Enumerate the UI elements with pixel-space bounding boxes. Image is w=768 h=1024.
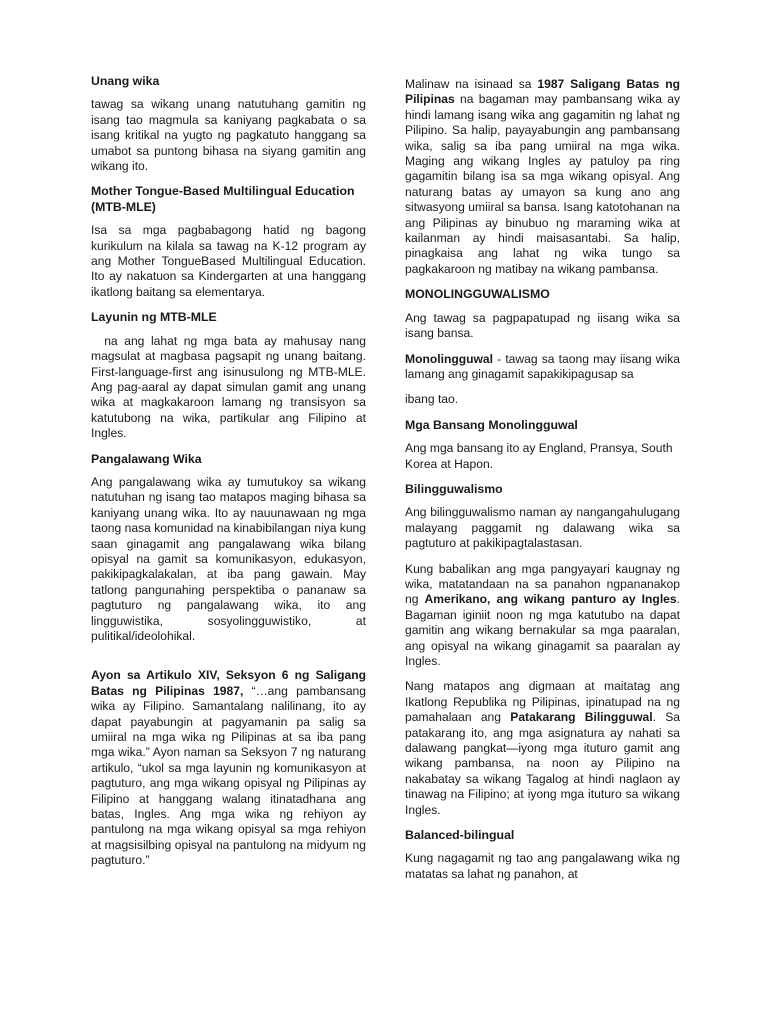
- paragraph-mga-bansa: Ang mga bansang ito ay England, Pransya, South Korea at Hapon.: [405, 441, 673, 471]
- saligang-batas-text-a: Malinaw na isinaad sa: [405, 77, 538, 91]
- patakaran-text-b: . Sa patakarang ito, ang mga asignatura ay nahati sa dalawang pangkat—iyong mga ituturo gamit ang wikang pambansa, na noon ay Pilipino na nakabatay sa wikang Tagalog at hindi naglaon ay tinawag na Filipino; at iyong mga ituturo sa wikang Ingles.: [405, 710, 681, 817]
- monolingguwal-text: - tawag sa taong may iisang wika lamang ang ginagamit sapakikipagusap sa: [405, 351, 680, 381]
- amerikano-text-b: . Bagaman iginiit noon ng mga katutubo na dapat gamitin ang wikang bernakular sa mga paaralan, ang opisyal na wikang ginagamit sa paaralan ay Ingles.: [405, 592, 681, 668]
- heading-monolingguwalismo: MONOLINGGUWALISMO: [405, 287, 550, 302]
- saligang-batas-bold: 1987 Saligang Batas ng Pilipinas: [405, 77, 680, 107]
- paragraph-layunin: na ang lahat ng mga bata ay mahusay nang magsulat at magbasa pagsapit ng unang baitang. First-language-first ang isinusulong ng MTB-MLE. Ang pag-aaral ay dapat simulan gamit ang unang wika at magkakaroon lamang ng transisyon sa katutubong na wika, partikular ang Filipino at Ingles.: [91, 333, 370, 441]
- amerikano-bold: Amerikano, ang wikang panturo ay Ingles: [424, 592, 677, 607]
- paragraph-artikulo-xiv: [91, 668, 366, 868]
- patakaran-text-a: Nang matapos ang digmaan at maitatag ang Ikatlong Republika ng Pilipinas, ipinatupad na ng pamahalaan ang: [405, 679, 680, 725]
- paragraph-bilingguwalismo: Ang bilingguwalismo naman ay nangangahulugang malayang paggamit ng dalawang wika sa pagtuturo at pakikipagtalastasan.: [405, 505, 680, 551]
- paragraph-mtb-mle: Isa sa mga pagbabagong hatid ng bagong kurikulum na kilala sa tawag na K-12 program ay ang Mother TongueBased Multilingual Education. Ito ay nakatuon sa Kindergarten at una hanggang ikatlong baitang sa elementarya.: [91, 223, 366, 299]
- patakaran-bold: Patakarang Bilingguwal: [510, 710, 653, 725]
- heading-pangalawang-wika: Pangalawang Wika: [91, 451, 202, 466]
- paragraph-amerikano: [405, 562, 680, 670]
- paragraph-pangalawang-wika: Ang pangalawang wika ay tumutukoy sa wikang natutuhan ng isang tao matapos maging bihasa sa kaniyang unang wika. Ito ay nauunawaan ng mga taong nasa komunidad na kinabibilangan niya kung saan ginagamit ang pangalawang wika bilang opisyal na gamit sa komunikasyon, edukasyon, pakikipagkalakalan, at iba pang gawain. May tatlong pangunahing perspektiba o pananaw sa pagtuturo ng pangalawang wika, ito ang lingguwistika, sosyolingguwistiko, at pulitikal/ideolohikal.: [91, 474, 367, 643]
- saligang-batas-text-b: na bagaman may pambansang wika ay hindi lamang isang wika ang gagamitin ng lahat ng Pilipino. Sa halip, payayabungin ang pambansang wika, salig sa iba pang umiiral na mga wika. Maging ang wikang Ingles ay patuloy pa ring gagamitin bilang isa sa mga wikang opisyal. Ang naturang batas ay umayon sa kung ano ang sitwasyong umiiral sa bansa. Isang katotohanan na ang Pilipinas ay binubuo ng maraming wika at kailanman ay hindi maisasantabi. Sa halip, pinagkaisa ang lahat ng wika tungo sa pagkakaroon ng matibay na wikang pambansa.: [405, 92, 680, 276]
- amerikano-text-a: Kung babalikan ang mga pangyayari kaugnay ng wika, matatandaan na sa panahon ngpananakop ng: [405, 561, 680, 607]
- heading-layunin: Layunin ng MTB-MLE: [91, 310, 217, 325]
- paragraph-patakarang-bilingguwal: [405, 679, 680, 818]
- artikulo-xiv-bold: Ayon sa Artikulo XIV, Seksyon 6 ng Saligang Batas ng Pilipinas 1987,: [91, 668, 366, 698]
- paragraph-saligang-batas: [405, 77, 680, 277]
- paragraph-monolingguwal: [405, 352, 680, 383]
- heading-mtb-mle: Mother Tongue-Based Multilingual Education (MTB-MLE): [91, 184, 355, 214]
- heading-bilingguwalismo: Bilingguwalismo: [405, 481, 503, 496]
- heading-unang-wika: Unang wika: [91, 74, 160, 88]
- paragraph-monolingguwalismo: Ang tawag sa pagpapatupad ng iisang wika sa isang bansa.: [405, 310, 680, 341]
- paragraph-balanced-bilingual: Kung nagagamit ng tao ang pangalawang wika ng matatas sa lahat ng panahon, at: [405, 851, 680, 881]
- paragraph-ibang-tao: ibang tao.: [405, 392, 459, 407]
- paragraph-unang-wika: tawag sa wikang unang natutuhang gamitin ng isang tao magmula sa kaniyang pagkabata o sa isang kritikal na yugto ng pagkatuto hanggang sa umabot sa puntong bihasa na siyang gamitin ang wikang ito.: [91, 97, 366, 174]
- right-column: [405, 77, 680, 892]
- heading-mga-bansang-monolingguwal: Mga Bansang Monolingguwal: [405, 417, 578, 432]
- left-column: [91, 74, 370, 879]
- heading-balanced-bilingual: Balanced-bilingual: [405, 828, 515, 843]
- artikulo-xiv-text: “…ang pambansang wika ay Filipino. Samantalang nalilinang, ito ay dapat payabungin at pagyamanin pa salig sa umiiral na mga wika ng Pilipinas at sa iba pang mga wika.” Ayon naman sa Seksyon 7 ng naturang artikulo, “ukol sa mga layunin ng komunikasyon at pagtuturo, ang mga wikang opisyal ng Pilipinas ay Filipino at hanggang walang itinatadhana ang batas, Ingles. Ang mga wika ng rehiyon ay pantulong na mga wikang opisyal sa mga rehiyon at magsisilbing opisyal na pantulong na midyum ng pagtuturo.”: [91, 683, 366, 868]
- monolingguwal-bold: Monolingguwal: [405, 351, 493, 366]
